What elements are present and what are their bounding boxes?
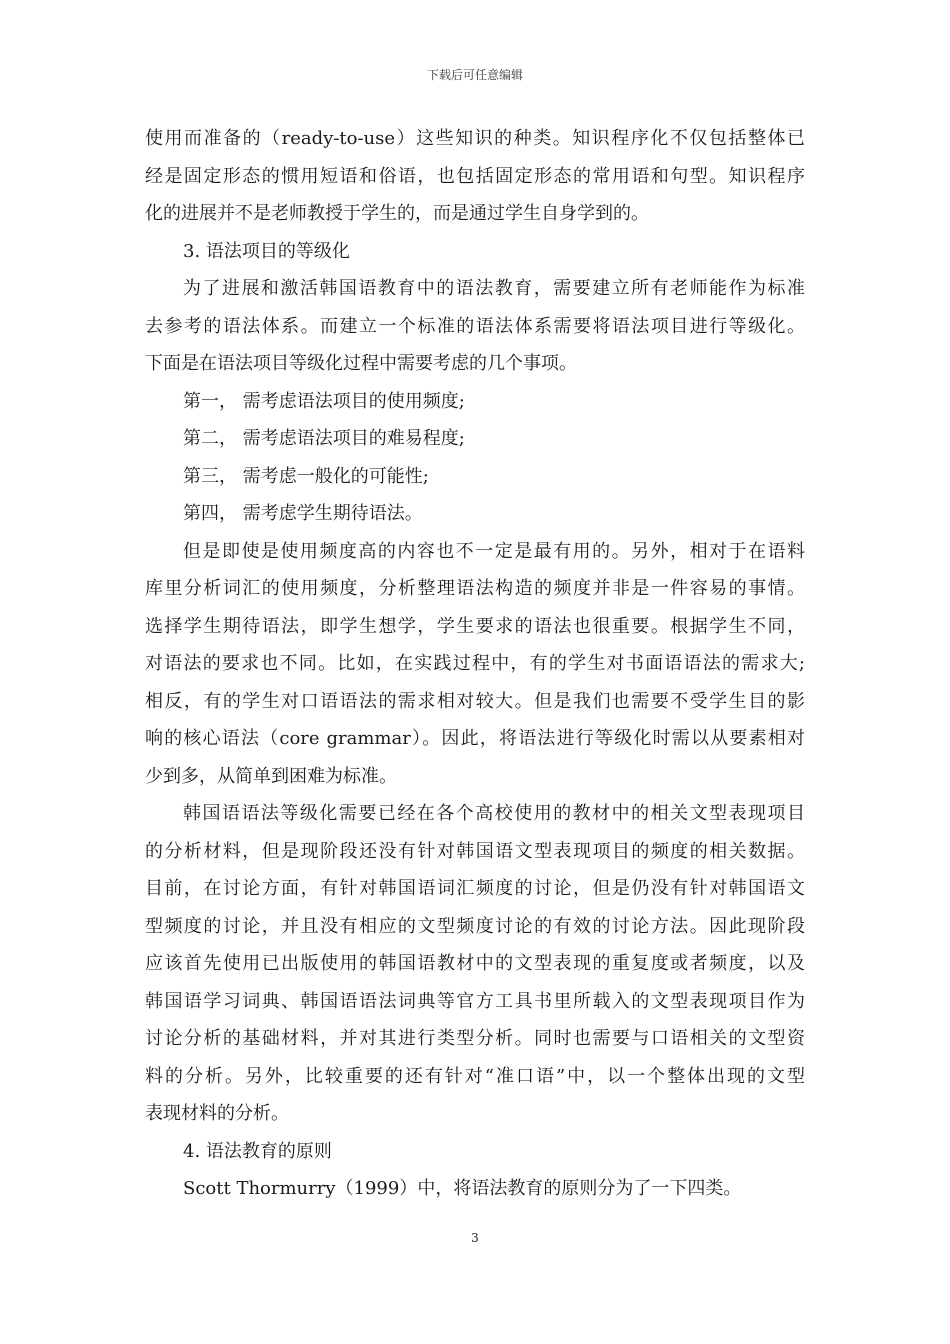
- text-line: 少到多，从简单到困难为标准。: [145, 765, 397, 787]
- text-line: 韩国语学习词典、韩国语语法词典等官方工具书里所载入的文型表现项目作为: [145, 990, 805, 1012]
- text-line: 但是即使是使用频度高的内容也不一定是最有用的。另外，相对于在语料: [183, 540, 805, 562]
- text-line: 的分析材料，但是现阶段还没有针对韩国语文型表现项目的频度的相关数据。: [145, 840, 805, 862]
- text-line: 料的分析。另外，比较重要的还有针对“准口语”中，以一个整体出现的文型: [145, 1065, 805, 1087]
- text-line: 去参考的语法体系。而建立一个标准的语法体系需要将语法项目进行等级化。: [145, 315, 805, 337]
- text-line: Scott Thormurry（1999）中，将语法教育的原则分为了一下四类。: [183, 1178, 742, 1199]
- page-number: 3: [471, 1231, 479, 1245]
- text-line: 第一， 需考虑语法项目的使用频度;: [183, 390, 465, 412]
- text-line: 4. 语法教育的原则: [183, 1140, 332, 1162]
- text-line: 相反，有的学生对口语语法的需求相对较大。但是我们也需要不受学生目的影: [145, 690, 805, 712]
- text-line: 3. 语法项目的等级化: [183, 240, 350, 262]
- text-line: 使用而准备的（ready-to-use）这些知识的种类。知识程序化不仅包括整体已: [145, 128, 805, 149]
- text-line: 经是固定形态的惯用短语和俗语，也包括固定形态的常用语和句型。知识程序: [145, 165, 805, 187]
- text-line: 目前，在讨论方面，有针对韩国语词汇频度的讨论，但是仍没有针对韩国语文: [145, 878, 805, 899]
- text-line: 为了进展和激活韩国语教育中的语法教育，需要建立所有老师能作为标准: [183, 278, 805, 299]
- text-line: 选择学生期待语法，即学生想学，学生要求的语法也很重要。根据学生不同，: [145, 615, 805, 637]
- text-line: 型频度的讨论，并且没有相应的文型频度讨论的有效的讨论方法。因此现阶段: [145, 915, 805, 937]
- text-line: 表现材料的分析。: [145, 1103, 289, 1124]
- page-header: 下载后可任意编辑: [426, 68, 523, 82]
- document-body: [145, 120, 805, 1208]
- text-line: 韩国语语法等级化需要已经在各个高校使用的教材中的相关文型表现项目: [183, 803, 805, 824]
- text-line: 化的进展并不是老师教授于学生的，而是通过学生自身学到的。: [145, 203, 649, 224]
- text-line: 应该首先使用已出版使用的韩国语教材中的文型表现的重复度或者频度，以及: [145, 953, 805, 974]
- text-line: 库里分析词汇的使用频度，分析整理语法构造的频度并非是一件容易的事情。: [145, 578, 805, 599]
- text-line: 下面是在语法项目等级化过程中需要考虑的几个事项。: [145, 353, 577, 374]
- text-line: 第二， 需考虑语法项目的难易程度;: [183, 428, 465, 449]
- text-line: 第四， 需考虑学生期待语法。: [183, 503, 423, 524]
- text-line: 讨论分析的基础材料，并对其进行类型分析。同时也需要与口语相关的文型资: [145, 1028, 805, 1049]
- text-line: 第三， 需考虑一般化的可能性;: [183, 465, 429, 487]
- text-line: 响的核心语法（core grammar）。因此，将语法进行等级化时需以从要素相对: [145, 728, 805, 749]
- text-line: 对语法的要求也不同。比如，在实践过程中，有的学生对书面语语法的需求大;: [145, 653, 805, 674]
